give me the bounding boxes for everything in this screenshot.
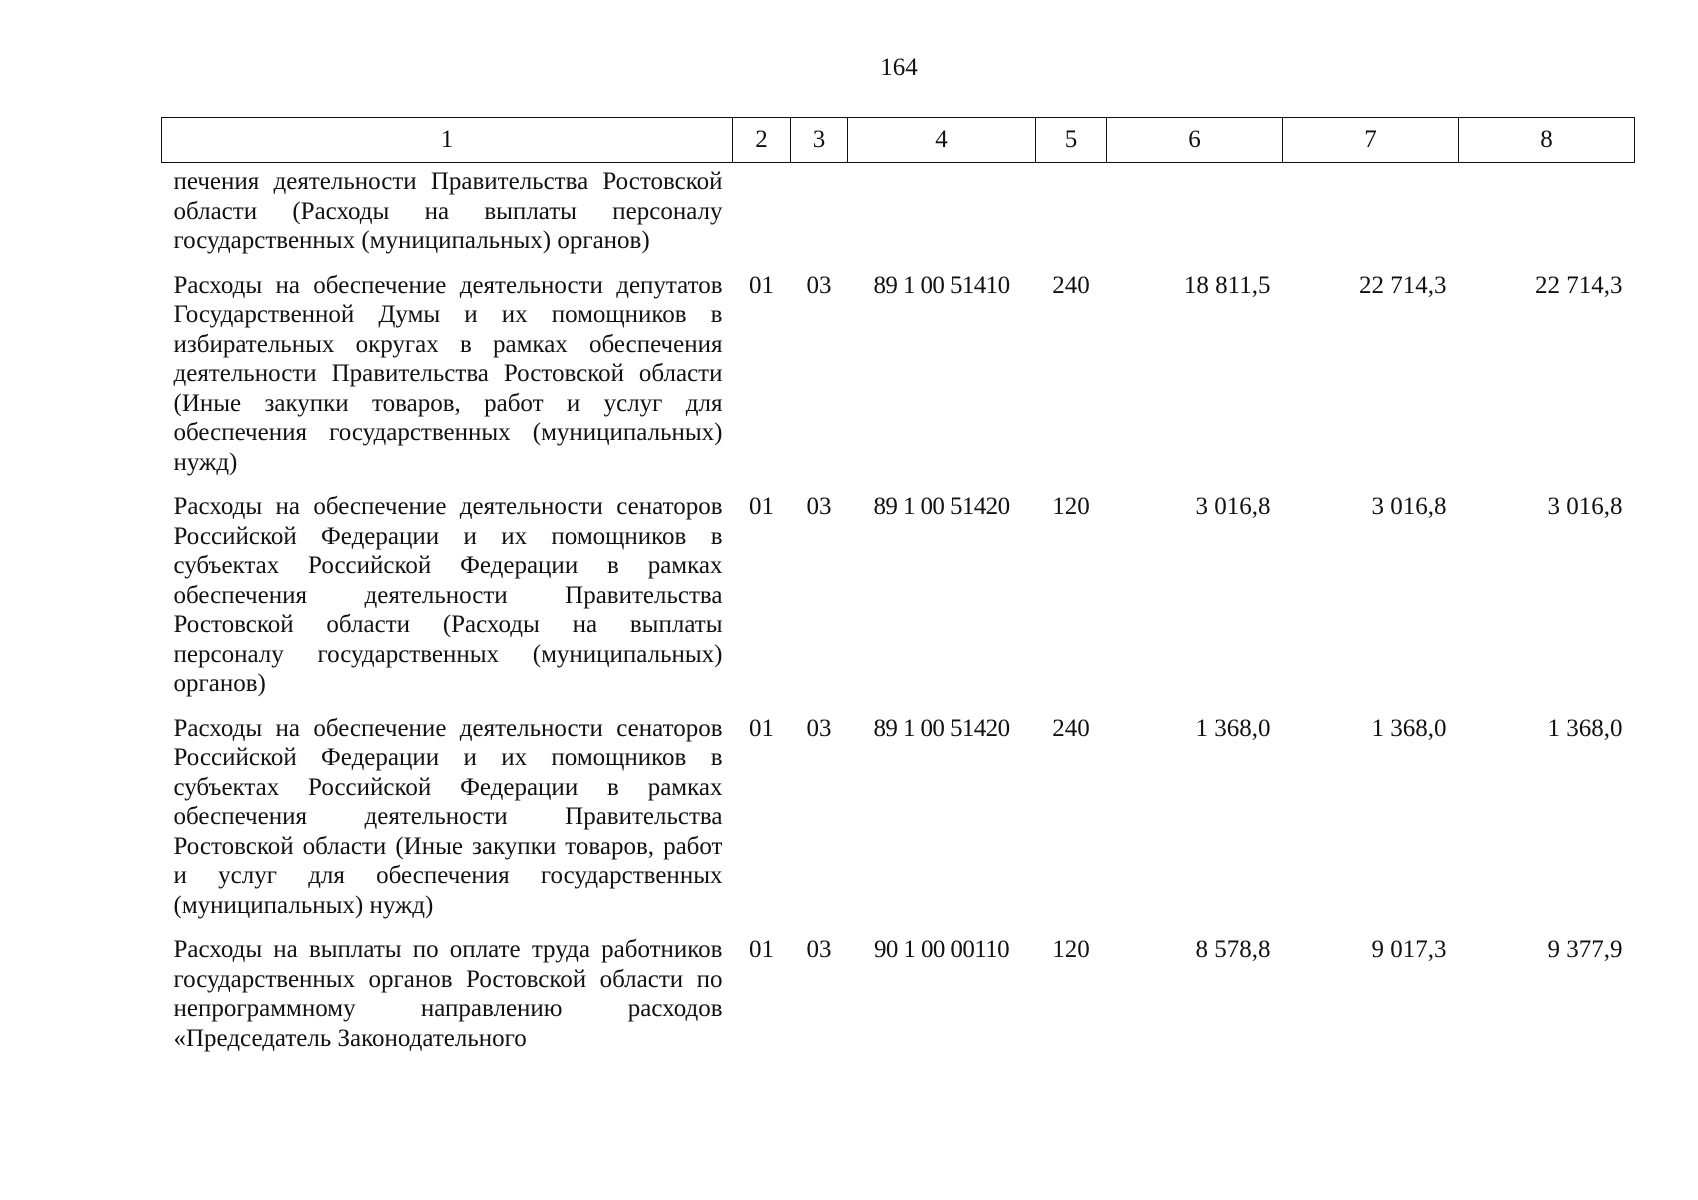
header-col-1: 1 bbox=[162, 118, 733, 163]
budget-table bbox=[161, 117, 1635, 1068]
row-amount-col-7 bbox=[1283, 163, 1459, 271]
row-subsection-code: 03 bbox=[806, 936, 832, 963]
row-description: печения деятельности Правительства Ростовской области (Расходы на выплаты персоналу государственных (муниципальных) органов) bbox=[173, 168, 723, 254]
row-amount-col-7: 9 017,3 bbox=[1371, 936, 1447, 963]
row-section-code: 01 bbox=[749, 271, 774, 299]
row-subsection-code bbox=[791, 163, 848, 271]
row-amount-col-6: 18 811,5 bbox=[1183, 271, 1271, 299]
row-expense-type: 240 bbox=[1052, 271, 1090, 299]
row-section-code: 01 bbox=[749, 936, 774, 963]
row-amount-col-7: 1 368,0 bbox=[1371, 714, 1447, 742]
header-col-6: 6 bbox=[1107, 118, 1283, 163]
row-description: Расходы на обеспечение деятельности сенаторов Российской Федерации и их помощников в субъектах Российской Федерации в рамках обеспечения деятельности Правительства Ростовской области (Расходы на выплаты персоналу государственных (муниципальных) органов) bbox=[173, 493, 723, 697]
row-description: Расходы на обеспечение деятельности сенаторов Российской Федерации и их помощников в субъектах Российской Федерации в рамках обеспечения деятельности Правительства Ростовской области (Иные закупки товаров, работ и услуг для обеспечения государственных (муниципальных) нужд) bbox=[173, 714, 723, 919]
row-amount-col-7: 3 016,8 bbox=[1371, 493, 1447, 520]
header-col-5: 5 bbox=[1036, 118, 1107, 163]
row-amount-col-7: 22 714,3 bbox=[1359, 271, 1447, 299]
table-row bbox=[162, 492, 1635, 714]
row-subsection-code: 03 bbox=[806, 714, 832, 742]
row-target-article: 89 1 00 51420 bbox=[873, 714, 1010, 742]
row-target-article: 90 1 00 00110 bbox=[873, 936, 1010, 963]
row-description: Расходы на обеспечение деятельности депутатов Государственной Думы и их помощников в избирательных округах в рамках обеспечения деятельности Правительства Ростовской области (Иные закупки товаров, работ и услуг для обеспечения государственных (муниципальных) нужд) bbox=[173, 271, 723, 476]
row-expense-type bbox=[1036, 163, 1107, 271]
row-amount-col-6 bbox=[1107, 163, 1283, 271]
row-expense-type: 240 bbox=[1052, 714, 1090, 742]
row-section-code: 01 bbox=[749, 714, 774, 742]
row-amount-col-8: 9 377,9 bbox=[1547, 936, 1623, 963]
row-target-article bbox=[848, 163, 1036, 271]
header-col-4: 4 bbox=[848, 118, 1036, 163]
row-subsection-code: 03 bbox=[806, 493, 832, 520]
page-number: 164 bbox=[880, 54, 918, 81]
row-section-code bbox=[733, 163, 791, 271]
header-col-2: 2 bbox=[733, 118, 791, 163]
row-amount-col-8: 22 714,3 bbox=[1535, 271, 1623, 299]
header-row bbox=[162, 118, 1635, 163]
row-amount-col-8 bbox=[1459, 163, 1635, 271]
row-expense-type: 120 bbox=[1052, 493, 1090, 520]
row-amount-col-6: 1 368,0 bbox=[1195, 714, 1271, 742]
row-amount-col-8: 1 368,0 bbox=[1547, 714, 1623, 742]
row-section-code: 01 bbox=[749, 493, 774, 520]
table-row bbox=[162, 935, 1635, 1068]
row-target-article: 89 1 00 51420 bbox=[873, 493, 1010, 520]
table-row bbox=[162, 163, 1635, 271]
row-amount-col-8: 3 016,8 bbox=[1547, 493, 1623, 520]
table-row bbox=[162, 271, 1635, 493]
row-description: Расходы на выплаты по оплате труда работников государственных органов Ростовской области по непрограммному направлению расходов «Председатель Законодательного bbox=[173, 936, 723, 1052]
row-subsection-code: 03 bbox=[806, 271, 832, 299]
row-target-article: 89 1 00 51410 bbox=[873, 271, 1010, 299]
header-col-7: 7 bbox=[1283, 118, 1459, 163]
table-row bbox=[162, 714, 1635, 936]
row-amount-col-6: 3 016,8 bbox=[1195, 493, 1271, 520]
header-col-8: 8 bbox=[1459, 118, 1635, 163]
row-expense-type: 120 bbox=[1052, 936, 1090, 963]
row-amount-col-6: 8 578,8 bbox=[1195, 936, 1271, 963]
header-col-3: 3 bbox=[791, 118, 848, 163]
